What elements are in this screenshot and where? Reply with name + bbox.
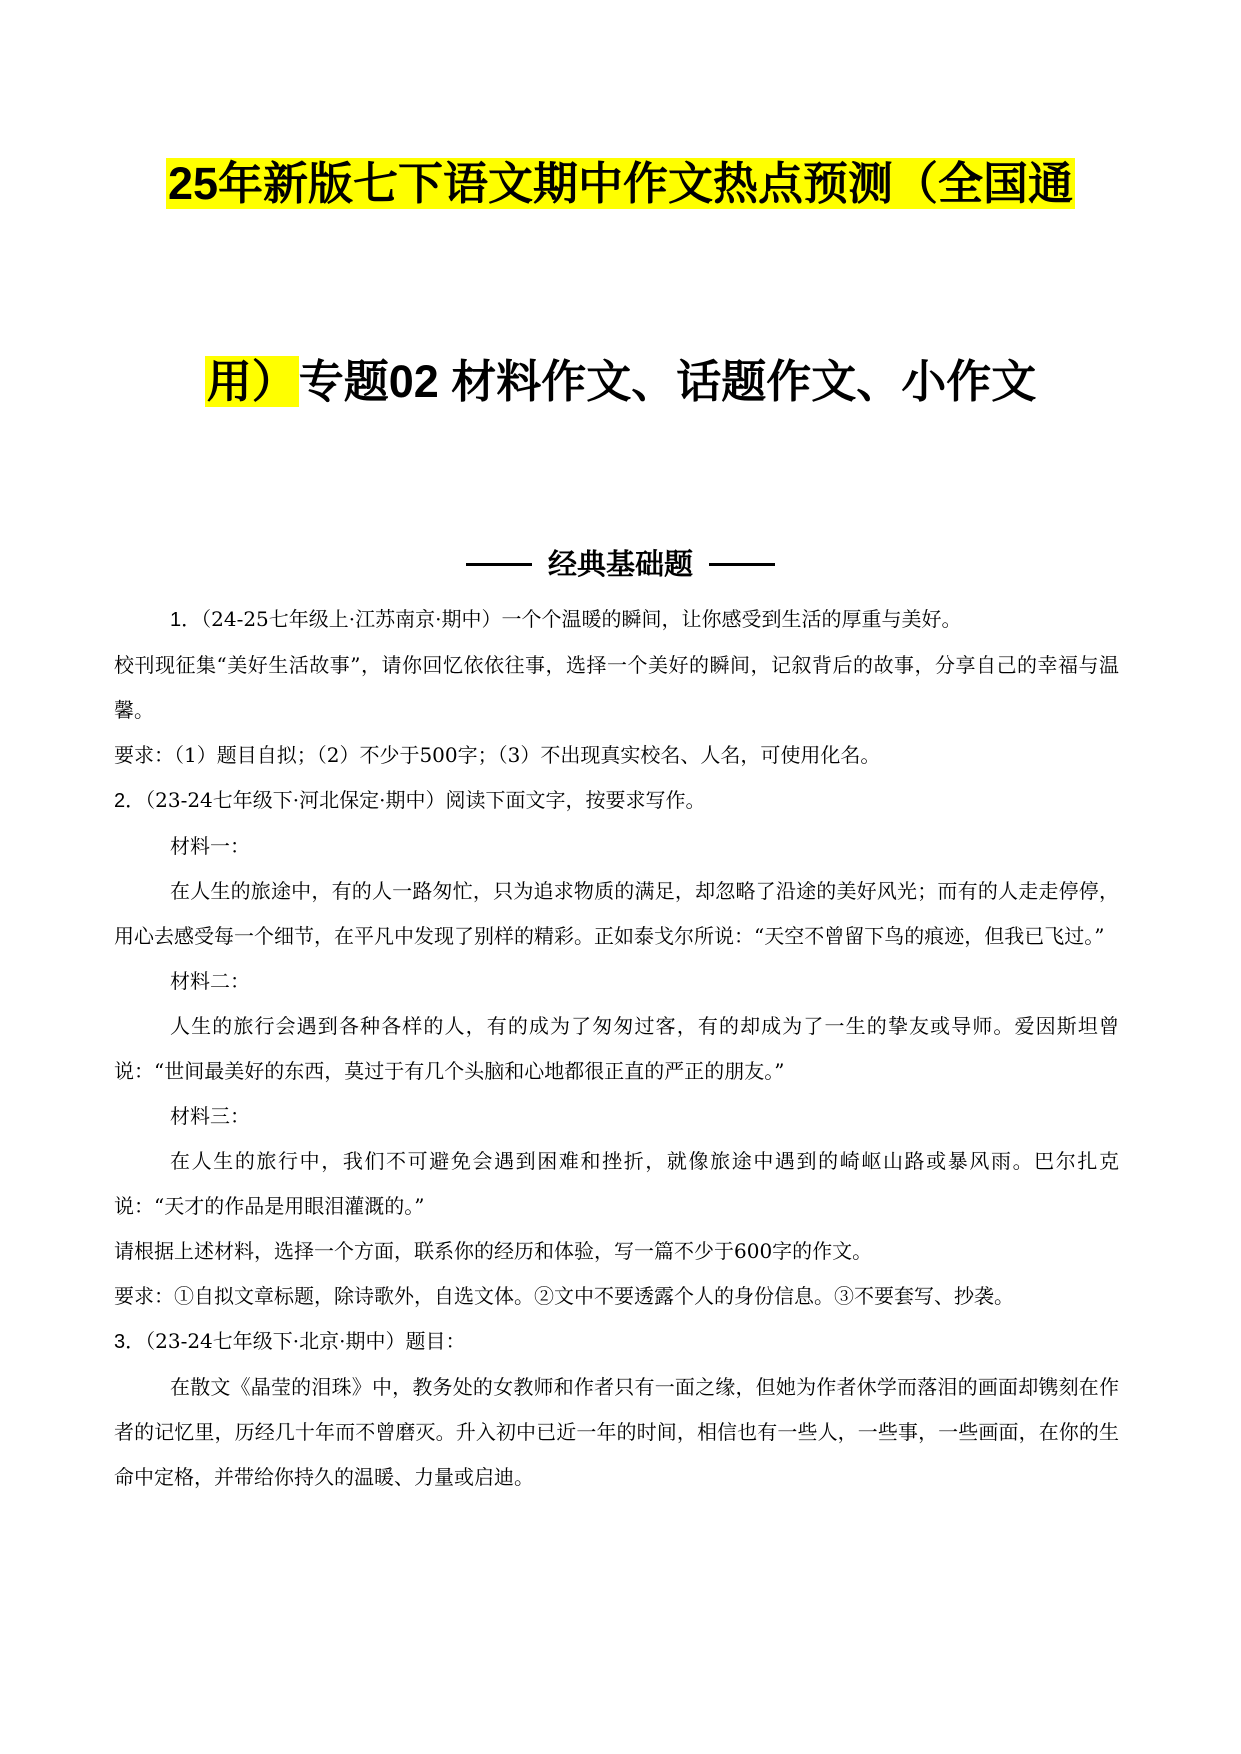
question-2-number: 2． — [114, 790, 146, 812]
question-1-requirement: 要求：（1）题目自拟；（2）不少于500字；（3）不出现真实校名、人名，可使用化名。 — [114, 743, 881, 767]
title-highlight-end: 用） — [206, 356, 297, 407]
question-3-lead — [114, 1319, 1119, 1365]
document-title-line-2 — [0, 352, 1241, 412]
material-2-text: 人生的旅行会遇到各种各样的人，有的成为了匆匆过客，有的却成为了一生的挚友或导师。爱因斯坦曾说：“世间最美好的东西，莫过于有几个头脑和心地都很正直的严正的朋友。” — [114, 1014, 1119, 1083]
questions-body — [114, 597, 1119, 1500]
question-1-lead-text: （24-25七年级上·江苏南京·期中）一个个温暖的瞬间，让你感受到生活的厚重与美好。 — [201, 607, 962, 631]
material-3-text: 在人生的旅行中，我们不可避免会遇到困难和挫折，就像旅途中遇到的崎岖山路或暴风雨。巴尔扎克说：“天才的作品是用眼泪灌溉的。” — [114, 1149, 1119, 1218]
question-1-number: 1． — [170, 609, 202, 631]
title-topic: 专题02 材料作文、话题作文、小作文 — [298, 356, 1037, 407]
question-1-body: 校刊现征集“美好生活故事”，请你回忆依依往事，选择一个美好的瞬间，记叙背后的故事，分享自己的幸福与温馨。 — [114, 653, 1119, 722]
material-3-label: 材料三： — [170, 1104, 250, 1128]
question-3-number: 3． — [114, 1331, 146, 1353]
question-2-requirement: 要求：①自拟文章标题，除诗歌外，自选文体。②文中不要透露个人的身份信息。③不要套写、抄袭。 — [114, 1284, 1014, 1308]
question-2-lead — [114, 778, 1119, 824]
material-2-label: 材料二： — [170, 969, 250, 993]
section-heading-text: 经典基础题 — [547, 549, 693, 581]
question-2-instruction: 请根据上述材料，选择一个方面，联系你的经历和体验，写一篇不少于600字的作文。 — [114, 1239, 873, 1263]
question-2-lead-text: （23-24七年级下·河北保定·期中）阅读下面文字，按要求写作。 — [145, 788, 706, 812]
question-3-text: 在散文《晶莹的泪珠》中，教务处的女教师和作者只有一面之缘，但她为作者休学而落泪的画面却镌刻在作者的记忆里，历经几十年而不曾磨灭。升入初中已近一年的时间，相信也有一些人，一些事，一些画面，在你的生命中定格，并带给你持久的温暖、力量或启迪。 — [114, 1375, 1119, 1489]
question-3-lead-text: （23-24七年级下·北京·期中）题目： — [145, 1329, 466, 1353]
material-1-text: 在人生的旅途中，有的人一路匆忙，只为追求物质的满足，却忽略了沿途的美好风光；而有的人走走停停，用心去感受每一个细节，在平凡中发现了别样的精彩。正如泰戈尔所说：“天空不曾留下鸟的痕迹，但我已飞过。” — [114, 879, 1119, 948]
section-heading — [0, 545, 1241, 585]
material-1-label: 材料一： — [170, 834, 250, 858]
heading-dash-left — [466, 563, 532, 566]
title-highlight: 25年新版七下语文期中作文热点预测（全国通 — [167, 158, 1074, 209]
question-1-lead — [114, 597, 1119, 643]
document-title-line-1 — [0, 154, 1241, 214]
heading-dash-right — [709, 563, 775, 566]
